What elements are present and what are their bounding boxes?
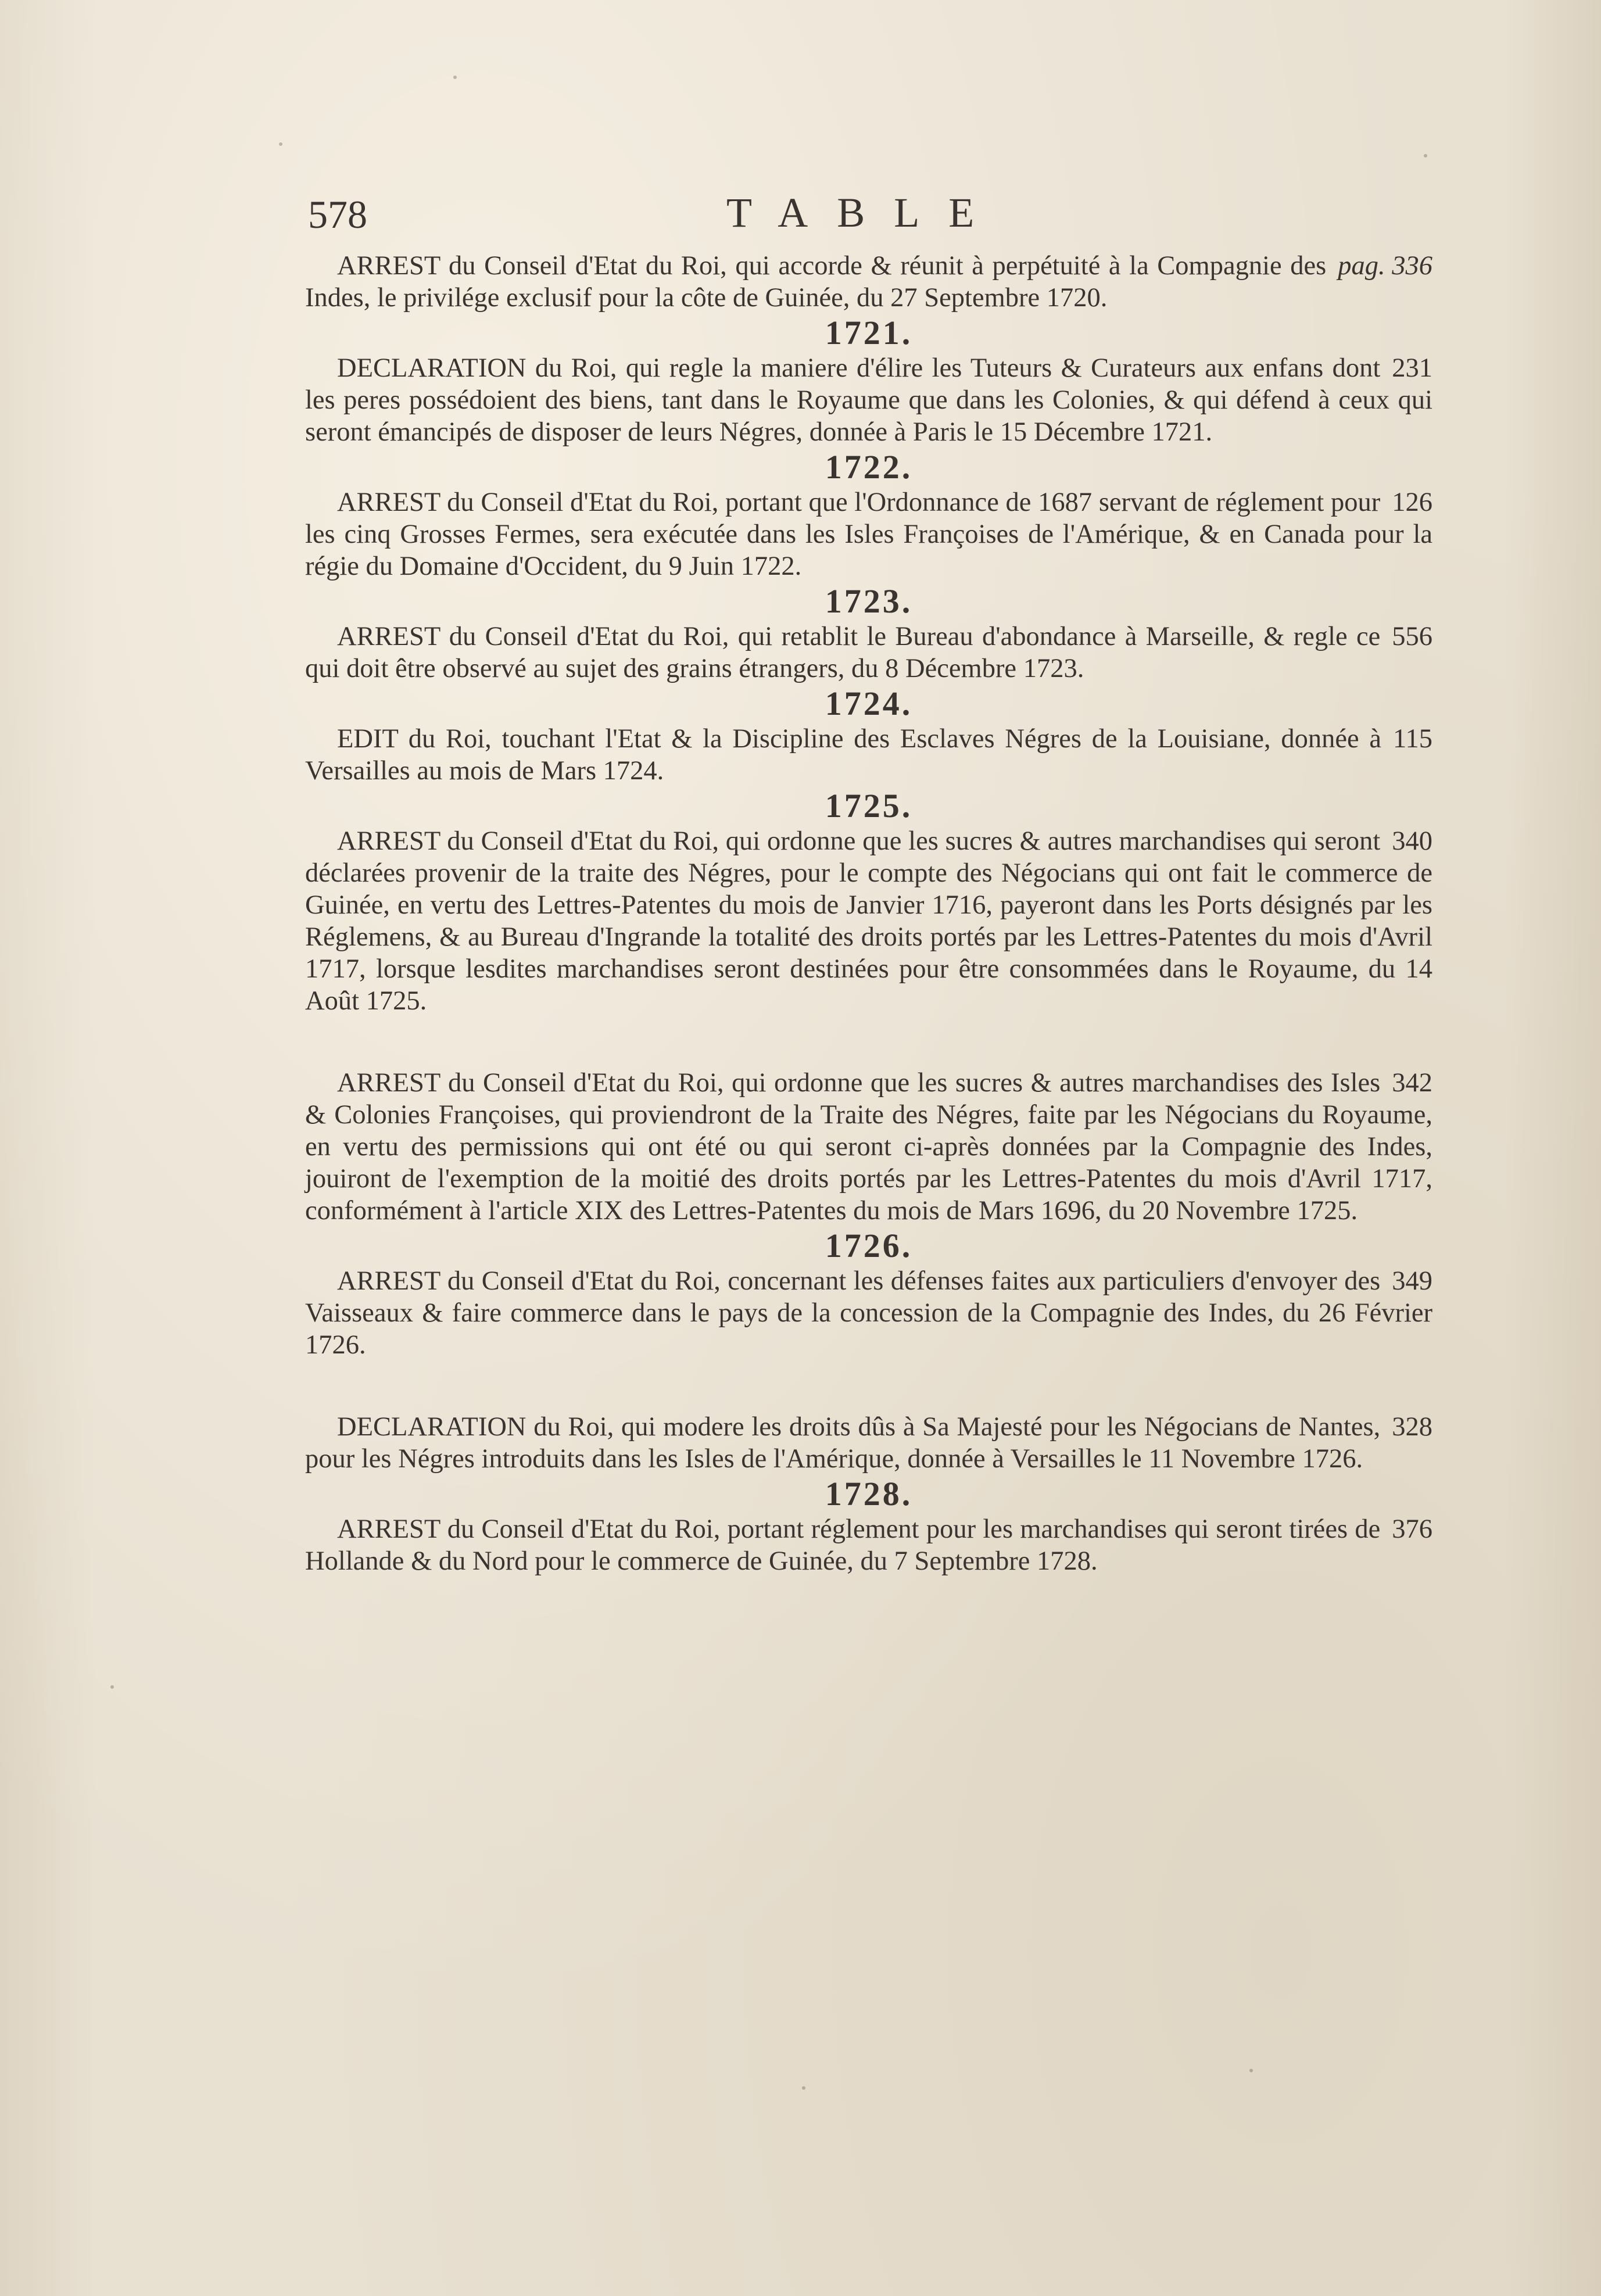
entry-text: DECLARATION du Roi, qui regle la maniere d'élire les Tuteurs & Curateurs aux enfans dont les peres possédoient des biens, tant dans le Royaume que dans les Colonies, & qui défend à ceux qui seront émancipés de disposer de leurs Négres, donnée à Paris le 15 Décembre 1721. bbox=[305, 353, 1432, 447]
entry-page-reference: pag. 336 bbox=[1338, 251, 1432, 281]
entry-page-reference: 349 bbox=[1392, 1266, 1432, 1296]
year-heading: 1721. bbox=[825, 314, 913, 352]
entry-page-reference: 342 bbox=[1392, 1068, 1432, 1098]
running-title: TABLE bbox=[726, 189, 1004, 236]
paper-speck bbox=[279, 142, 282, 146]
entry-page-reference: 556 bbox=[1392, 622, 1432, 651]
entry-page-reference: 115 bbox=[1392, 724, 1432, 754]
entry-text: ARREST du Conseil d'Etat du Roi, qui ordonne que les sucres & autres marchandises qui seront déclarées provenir de la traite des Négres, pour le compte des Négocians qui ont fait le commerce de Guinée, en vertu des Lettres-Patentes du mois de Janvier 1716, payeront dans les Ports désignés par les Réglemens, & au Bureau d'Ingrande la totalité des droits portés par les Lettres-Patentes du mois d'Avril 1717, lorsque lesdites marchandises seront destinées pour être consommées dans le Royaume, du 14 Août 1725. bbox=[305, 826, 1432, 1016]
entry-text: ARREST du Conseil d'Etat du Roi, portant que l'Ordonnance de 1687 servant de réglement pour les cinq Grosses Fermes, sera exécutée dans les Isles Françoises de l'Amérique, & en Canada pour la régie du Domaine d'Occident, du 9 Juin 1722. bbox=[305, 488, 1432, 581]
paper-speck bbox=[110, 1685, 114, 1689]
table-entry bbox=[305, 486, 1432, 582]
entry-text: DECLARATION du Roi, qui modere les droits dûs à Sa Majesté pour les Négocians de Nantes, pour les Négres introduits dans les Isles de l'Amérique, donnée à Versailles le 11 Novembre 1726. bbox=[305, 1412, 1381, 1474]
entry-page-reference: 126 bbox=[1392, 488, 1432, 517]
year-heading: 1725. bbox=[825, 787, 913, 825]
year-heading: 1723. bbox=[825, 582, 913, 620]
paper-speck bbox=[1424, 154, 1427, 157]
table-entry bbox=[305, 723, 1432, 787]
year-heading: 1728. bbox=[825, 1475, 913, 1513]
year-heading: 1726. bbox=[825, 1227, 913, 1265]
table-entry bbox=[305, 1411, 1432, 1475]
paper-speck bbox=[1249, 2069, 1253, 2072]
entry-text: ARREST du Conseil d'Etat du Roi, qui ordonne que les sucres & autres marchandises des Isles & Colonies Françoises, qui proviendront de la Traite des Négres, faite par les Négocians du Royaume, en vertu des permissions qui ont été ou qui seront ci-après données par la Compagnie des Indes, jouiront de l'exemption de la moitié des droits portés par les Lettres-Patentes du mois d'Avril 1717, conformément à l'article XIX des Lettres-Patentes du mois de Mars 1696, du 20 Novembre 1725. bbox=[305, 1068, 1432, 1226]
page-number: 578 bbox=[308, 192, 367, 237]
entry-text: EDIT du Roi, touchant l'Etat & la Discipline des Esclaves Négres de la Louisiane, donnée à Versailles au mois de Mars 1724. bbox=[305, 724, 1381, 786]
year-heading: 1722. bbox=[825, 448, 913, 486]
table-entry bbox=[305, 621, 1432, 685]
entry-spacer bbox=[305, 1017, 1432, 1067]
table-entry bbox=[305, 352, 1432, 448]
paper-speck bbox=[453, 76, 457, 79]
entry-text: ARREST du Conseil d'Etat du Roi, qui accorde & réunit à perpétuité à la Compagnie des Indes, le privilége exclusif pour la côte de Guinée, du 27 Septembre 1720. bbox=[305, 251, 1327, 313]
entry-text: ARREST du Conseil d'Etat du Roi, concernant les défenses faites aux particuliers d'envoyer des Vaisseaux & faire commerce dans le pays de la concession de la Compagnie des Indes, du 26 Février 1726. bbox=[305, 1266, 1432, 1360]
entry-page-reference: 340 bbox=[1392, 826, 1432, 856]
paper-speck bbox=[802, 2086, 805, 2090]
entry-text: ARREST du Conseil d'Etat du Roi, portant réglement pour les marchandises qui seront tirées de Hollande & du Nord pour le commerce de Guinée, du 7 Septembre 1728. bbox=[305, 1514, 1381, 1576]
table-entry bbox=[305, 1265, 1432, 1361]
entry-page-reference: 231 bbox=[1392, 353, 1432, 383]
table-content bbox=[305, 250, 1432, 1577]
entry-text: ARREST du Conseil d'Etat du Roi, qui retablit le Bureau d'abondance à Marseille, & regle ce qui doit être observé au sujet des grains étrangers, du 8 Décembre 1723. bbox=[305, 622, 1381, 683]
year-heading: 1724. bbox=[825, 685, 913, 722]
entry-page-reference: 328 bbox=[1392, 1412, 1432, 1442]
table-entry bbox=[305, 1513, 1432, 1577]
page-header bbox=[308, 186, 1435, 250]
table-entry bbox=[305, 1067, 1432, 1227]
entry-spacer bbox=[305, 1361, 1432, 1411]
table-entry bbox=[305, 825, 1432, 1017]
table-entry bbox=[305, 250, 1432, 314]
entry-page-reference: 376 bbox=[1392, 1514, 1432, 1544]
